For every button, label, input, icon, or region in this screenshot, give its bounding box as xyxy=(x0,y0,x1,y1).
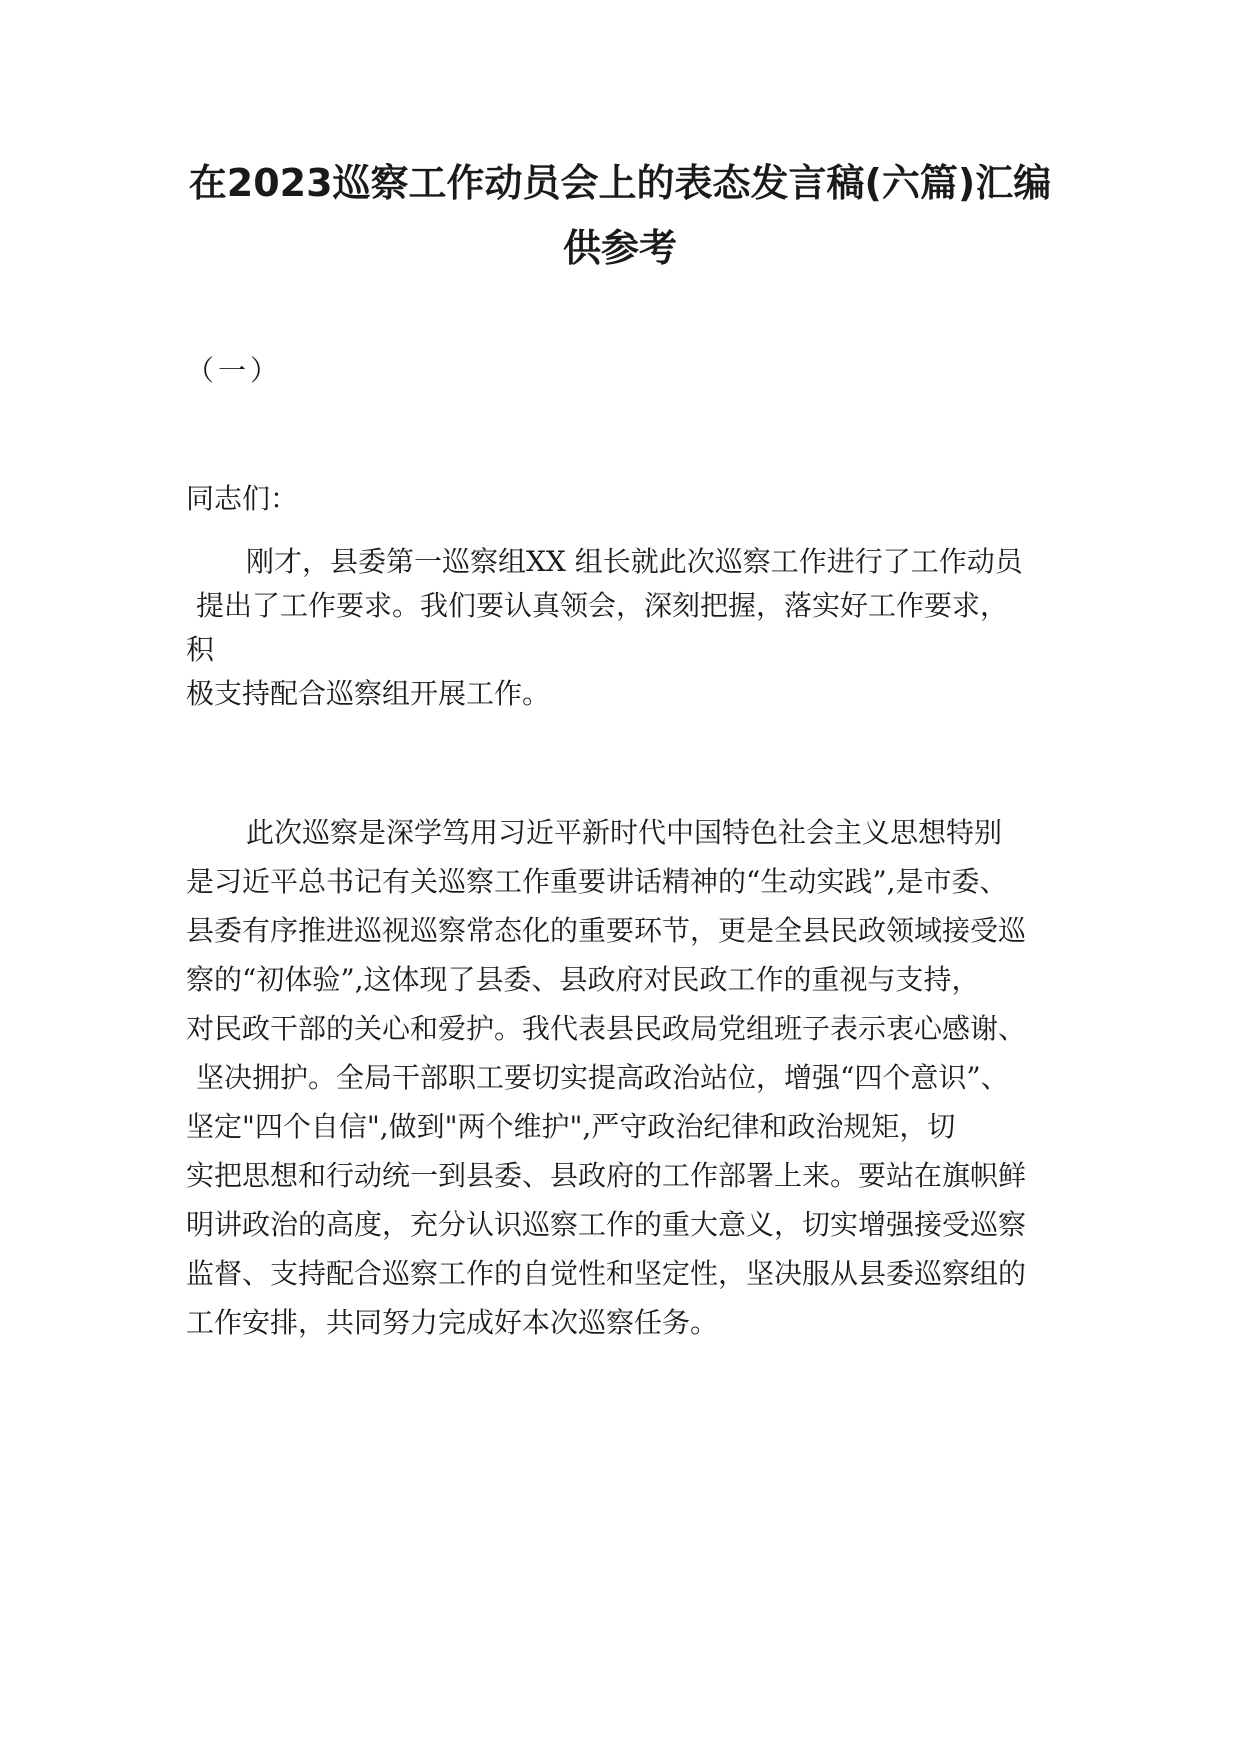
paragraph-1-line: 刚才，县委第一巡察组XX 组长就此次巡察工作进行了工作动员 xyxy=(246,545,1023,578)
paragraph-2-line: 坚定"四个自信",做到"两个维护",严守政治纪律和政治规矩，切 xyxy=(186,1110,956,1143)
paragraph-2-line: 实把思想和行动统一到县委、县政府的工作部署上来。要站在旗帜鲜 xyxy=(186,1159,1027,1192)
paragraph-2-line: 是习近平总书记有关巡察工作重要讲话精神的“生动实践”,是市委、 xyxy=(186,865,1008,898)
paragraph-1-line: 提出了工作要求。我们要认真领会，深刻把握，落实好工作要求， xyxy=(196,589,1009,622)
paragraph-2-line: 明讲政治的高度，充分认识巡察工作的重大意义，切实增强接受巡察 xyxy=(186,1208,1027,1241)
paragraph-2-line: 县委有序推进巡视巡察常态化的重要环节，更是全县民政领域接受巡 xyxy=(186,914,1027,947)
document-title-line-1: 在2023巡察工作动员会上的表态发言稿(六篇)汇编 xyxy=(188,161,1052,205)
paragraph-2-line: 工作安排，共同努力完成好本次巡察任务。 xyxy=(186,1306,719,1339)
paragraph-1-line: 积 xyxy=(186,633,215,666)
document-title-line-2: 供参考 xyxy=(562,226,677,270)
paragraph-1-line: 极支持配合巡察组开展工作。 xyxy=(186,677,551,710)
paragraph-2-line: 坚决拥护。全局干部职工要切实提高政治站位，增强“四个意识”、 xyxy=(196,1061,1009,1094)
paragraph-2-line: 此次巡察是深学笃用习近平新时代中国特色社会主义思想特别 xyxy=(246,816,1003,849)
paragraph-2-line: 对民政干部的关心和爱护。我代表县民政局党组班子表示衷心感谢、 xyxy=(186,1012,1027,1045)
section-heading: （一） xyxy=(186,354,283,387)
paragraph-2-line: 察的“初体验”,这体现了县委、县政府对民政工作的重视与支持， xyxy=(186,963,980,996)
paragraph-2-line: 监督、支持配合巡察工作的自觉性和坚定性，坚决服从县委巡察组的 xyxy=(186,1257,1027,1290)
salutation: 同志们： xyxy=(186,482,299,515)
